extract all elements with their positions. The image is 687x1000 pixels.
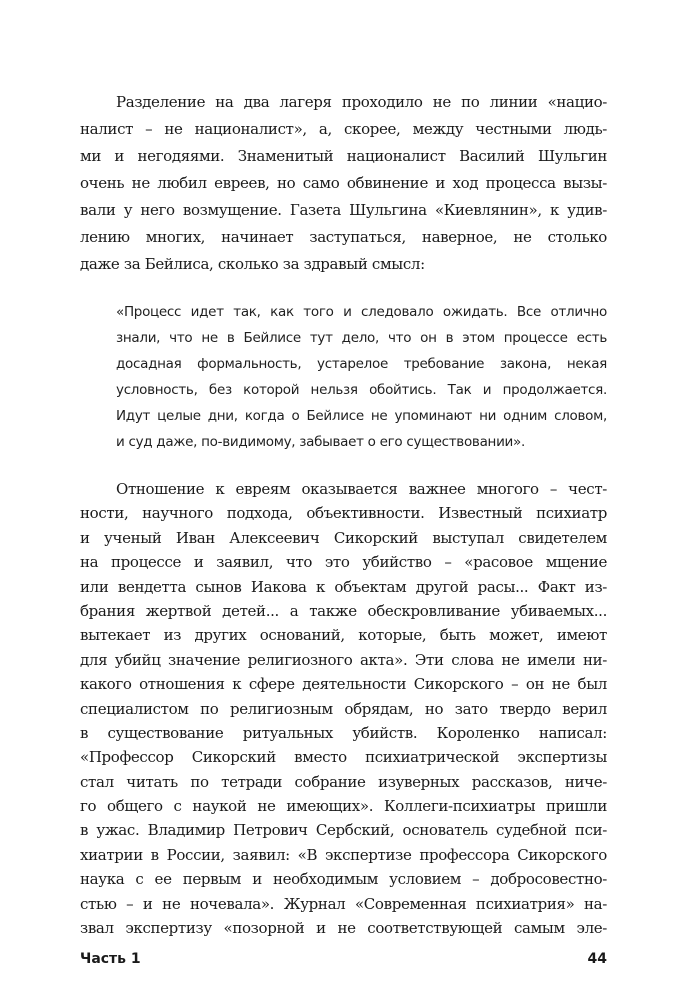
text-line: Отношение к евреям оказывается важнее многого – чест- — [116, 480, 607, 498]
text-line: в существование ритуальных убийств. Короленко написал: — [80, 724, 607, 742]
text-line: ми и негодяями. Знаменитый националист Василий Шульгин — [80, 147, 607, 165]
text-line: на процессе и заявил, что это убийство – «расовое мщение — [80, 553, 607, 571]
text-line: хиатрии в России, заявил: «В экспертизе профессора Сикорского — [80, 846, 607, 864]
text-line: «Профессор Сикорский вместо психиатрической экспертизы — [80, 748, 607, 766]
text-line: Разделение на два лагеря проходило не по линии «нацио- — [116, 93, 607, 111]
text-line: стал читать по тетради собрание изуверных рассказов, ниче- — [80, 773, 607, 791]
quote-line: Идут целые дни, когда о Бейлисе не упоминают ни одним словом, — [116, 408, 607, 424]
quote-line: «Процесс идет так, как того и следовало ожидать. Все отлично — [116, 304, 607, 320]
text-line: ности, научного подхода, объективности. Известный психиатр — [80, 504, 607, 522]
text-line: наука с ее первым и необходимым условием – добросовестно- — [80, 870, 607, 888]
text-line: налист – не националист», а, скорее, между честными людь- — [80, 120, 607, 138]
text-line: в ужас. Владимир Петрович Сербский, основатель судебной пси- — [80, 821, 607, 839]
text-line: какого отношения к сфере деятельности Сикорского – он не был — [80, 675, 607, 693]
quote-line: знали, что не в Бейлисе тут дело, что он в этом процессе есть — [116, 330, 607, 346]
quote-line: условность, без которой нельзя обойтись. Так и продолжается. — [116, 382, 607, 398]
text-line: стью – и не ночевала». Журнал «Современная психиатрия» на- — [80, 895, 607, 913]
text-line: очень не любил евреев, но само обвинение и ход процесса вызы- — [80, 174, 607, 192]
text-line: брания жертвой детей... а также обескровливание убиваемых... — [80, 602, 607, 620]
quote-line: и суд даже, по-видимому, забывает о его существовании». — [116, 434, 525, 450]
text-line: лению многих, начинает заступаться, наверное, не столько — [80, 228, 607, 246]
text-line: или вендетта сынов Иакова к объектам другой расы... Факт из- — [80, 578, 607, 596]
text-line: и ученый Иван Алексеевич Сикорский выступал свидетелем — [80, 529, 607, 547]
text-line: даже за Бейлиса, сколько за здравый смысл: — [80, 255, 425, 273]
page-number: 44 — [587, 951, 607, 967]
text-line: звал экспертизу «позорной и не соответствующей самым эле- — [80, 919, 607, 937]
footer-part-label: Часть 1 — [80, 951, 141, 967]
quote-line: досадная формальность, устарелое требование закона, некая — [116, 356, 607, 372]
text-line: специалистом по религиозным обрядам, но зато твердо верил — [80, 700, 607, 718]
text-line: го общего с наукой не имеющих». Коллеги-психиатры пришли — [80, 797, 607, 815]
text-line: вали у него возмущение. Газета Шульгина «Киевлянин», к удив- — [80, 201, 607, 219]
text-line: для убийц значение религиозного акта». Эти слова не имели ни- — [80, 651, 607, 669]
text-line: вытекает из других оснований, которые, быть может, имеют — [80, 626, 607, 644]
